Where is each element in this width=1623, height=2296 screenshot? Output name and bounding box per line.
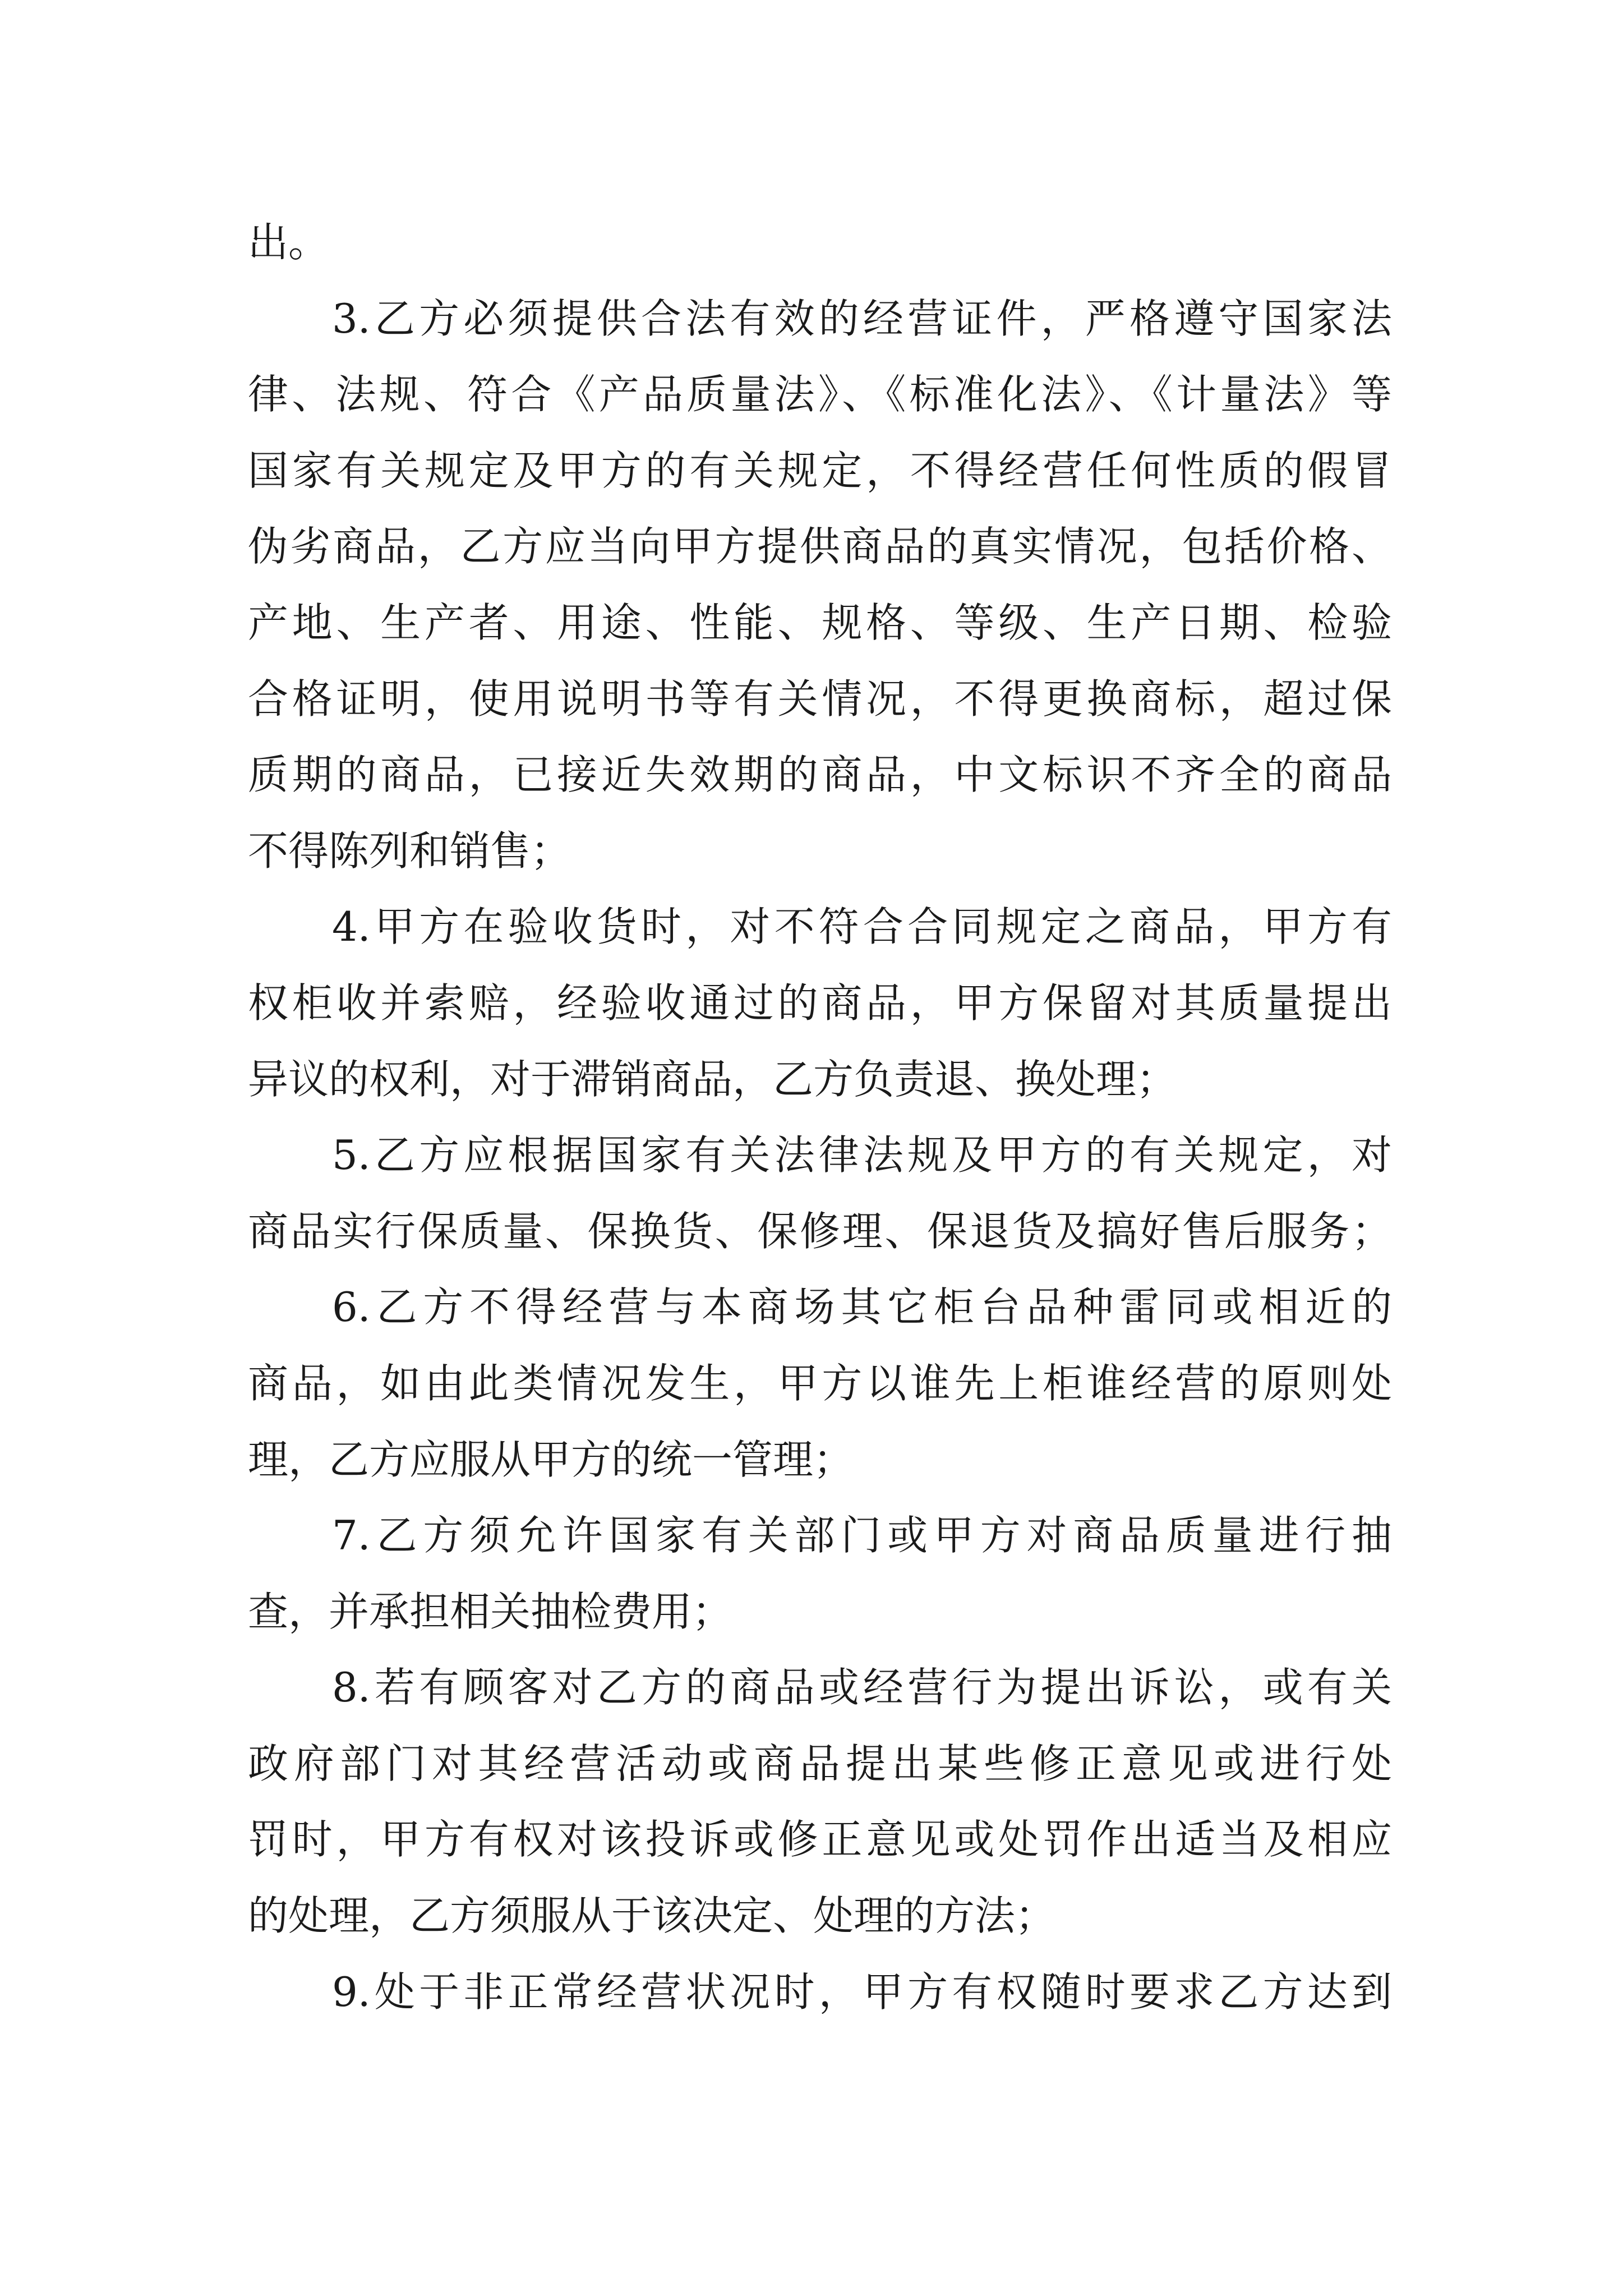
text-line: 的处理，乙方须服从于该决定、处理的方法； bbox=[248, 1892, 1056, 1940]
text-line: 理，乙方应服从甲方的统一管理； bbox=[248, 1435, 854, 1483]
text-line: 合格证明，使用说明书等有关情况，不得更换商标，超过保 bbox=[248, 675, 1392, 723]
text-line: 国家有关规定及甲方的有关规定，不得经营任何性质的假冒 bbox=[248, 447, 1392, 494]
text-line: 7.乙方须允许国家有关部门或甲方对商品质量进行抽 bbox=[332, 1512, 1392, 1559]
text-line: 不得陈列和销售； bbox=[248, 827, 571, 875]
text-line: 商品，如由此类情况发生，甲方以谁先上柜谁经营的原则处 bbox=[248, 1359, 1392, 1407]
text-line: 5.乙方应根据国家有关法律法规及甲方的有关规定，对 bbox=[332, 1131, 1392, 1179]
text-line: 商品实行保质量、保换货、保修理、保退货及搞好售后服务； bbox=[248, 1207, 1392, 1255]
text-line: 质期的商品，已接近失效期的商品，中文标识不齐全的商品 bbox=[248, 751, 1392, 799]
text-line: 产地、生产者、用途、性能、规格、等级、生产日期、检验 bbox=[248, 599, 1392, 646]
text-line: 8.若有顾客对乙方的商品或经营行为提出诉讼，或有关 bbox=[332, 1664, 1392, 1711]
text-line: 3.乙方必须提供合法有效的经营证件，严格遵守国家法 bbox=[332, 295, 1392, 342]
text-line: 权柜收并索赔，经验收通过的商品，甲方保留对其质量提出 bbox=[248, 979, 1392, 1027]
text-line: 9.处于非正常经营状况时，甲方有权随时要求乙方达到 bbox=[332, 1968, 1392, 2016]
contract-body-text bbox=[248, 205, 1392, 2030]
text-line: 4.甲方在验收货时，对不符合合同规定之商品，甲方有 bbox=[332, 903, 1392, 951]
text-line: 查，并承担相关抽检费用； bbox=[248, 1588, 733, 1635]
text-line: 6.乙方不得经营与本商场其它柜台品种雷同或相近的 bbox=[332, 1283, 1392, 1331]
text-line: 政府部门对其经营活动或商品提出某些修正意见或进行处 bbox=[248, 1740, 1392, 1787]
text-line: 罚时，甲方有权对该投诉或修正意见或处罚作出适当及相应 bbox=[248, 1816, 1392, 1864]
text-line: 出。 bbox=[248, 219, 329, 266]
text-line: 异议的权利，对于滞销商品，乙方负责退、换处理； bbox=[248, 1055, 1177, 1103]
text-line: 律、法规、符合《产品质量法》、《标准化法》、《计量法》等 bbox=[248, 371, 1392, 418]
text-line: 伪劣商品，乙方应当向甲方提供商品的真实情况，包括价格、 bbox=[248, 523, 1392, 570]
